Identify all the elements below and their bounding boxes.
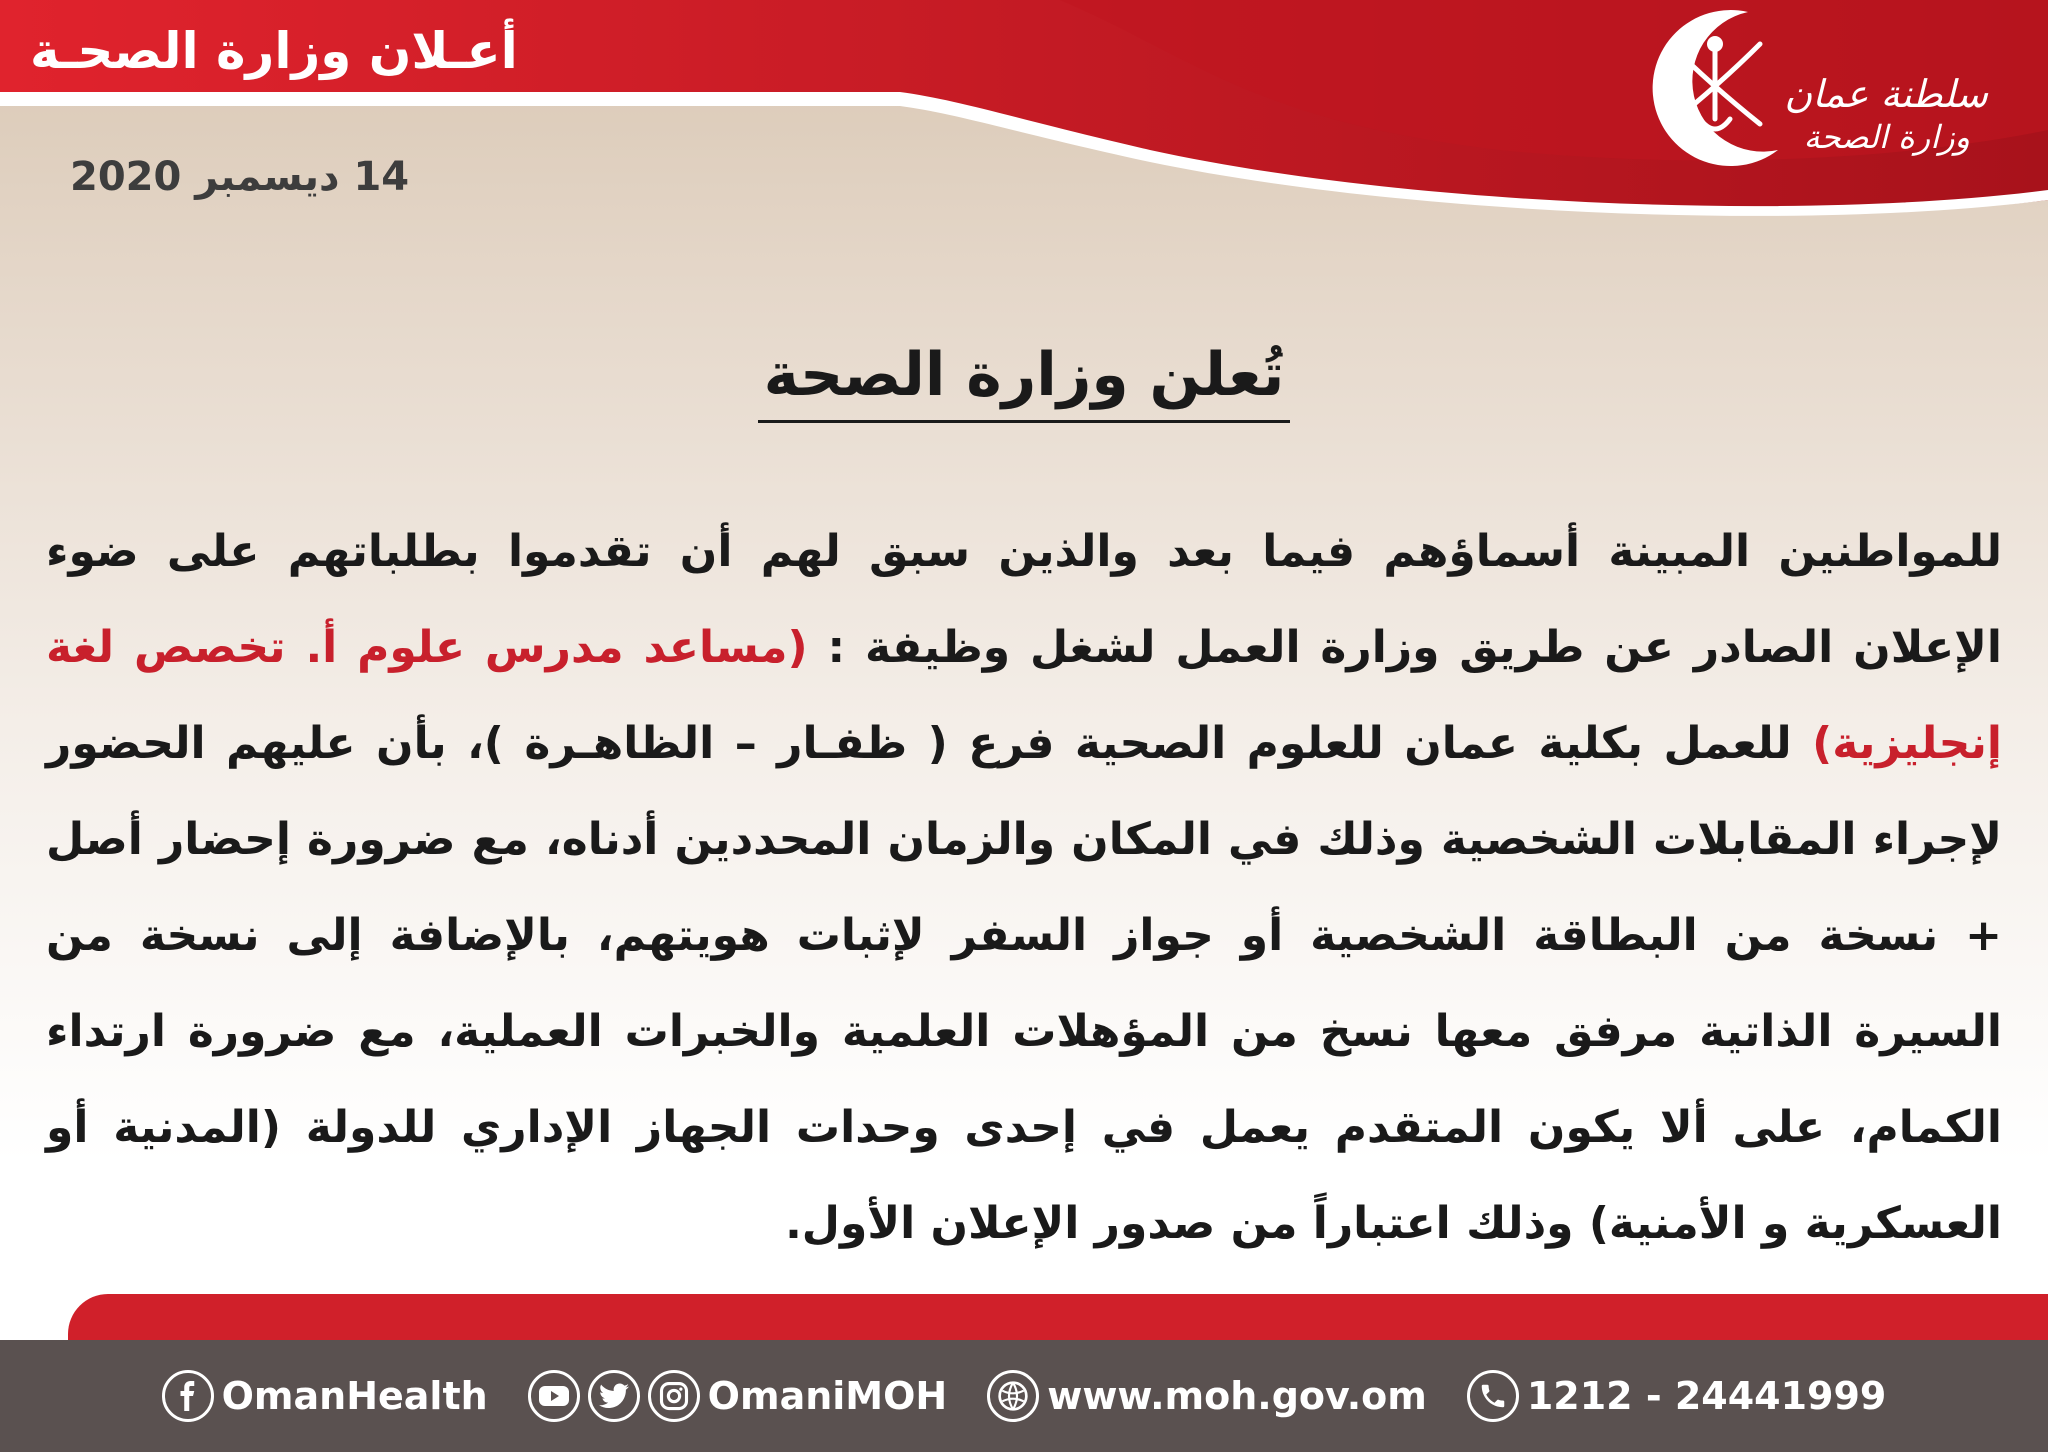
website-url: www.moh.gov.om — [1047, 1374, 1427, 1418]
website-link[interactable] — [987, 1370, 1427, 1422]
oman-emblem-icon — [1650, 24, 1780, 144]
announcement-body — [46, 504, 2002, 1272]
footer-bar — [0, 1340, 2048, 1452]
phone-link[interactable] — [1467, 1370, 1887, 1422]
phone-number: 1212 - 24441999 — [1526, 1374, 1887, 1418]
globe-icon — [987, 1370, 1039, 1422]
header-title: أعـلان وزارة الصحـة — [30, 22, 518, 80]
announcement-heading-wrap — [0, 340, 2048, 423]
instagram-icon — [648, 1370, 700, 1422]
facebook-icon — [162, 1370, 214, 1422]
facebook-link[interactable] — [162, 1370, 488, 1422]
social-handle: OmaniMOH — [707, 1374, 948, 1418]
announcement-date: 14 ديسمبر 2020 — [70, 154, 410, 200]
phone-icon — [1467, 1370, 1519, 1422]
social-links[interactable] — [528, 1370, 948, 1422]
footer-red-band — [68, 1294, 2048, 1342]
twitter-icon — [588, 1370, 640, 1422]
youtube-icon — [528, 1370, 580, 1422]
announcement-heading: تُعلن وزارة الصحة — [758, 340, 1291, 423]
job-title-highlight: (مساعد مدرس علوم أ. تخصص لغة إنجليزية) — [46, 622, 2002, 769]
body-part1: للمواطنين المبينة أسماؤهم فيما بعد والذين سبق لهم أن تقدموا بطلباتهم على ضوء الإعلان الصادر عن طريق وزارة العمل لشغل وظيفة : — [46, 526, 2003, 673]
body-part2: للعمل بكلية عمان للعلوم الصحية فرع ( ظفـار – الظاهـرة )، بأن عليهم الحضور لإجراء المقابلات الشخصية وذلك في المكان والزمان المحددين أدناه، مع ضرورة إحضار أصل + نسخة من البطاقة الشخصية أو جواز السفر لإثبات هويتهم، بالإضافة إلى نسخة من السيرة الذاتية مرفق معها نسخ من المؤهلات العلمية والخبرات العملية، مع ضرورة ارتداء الكمام، على ألا يكون المتقدم يعمل في إحدى وحدات الجهاز الإداري للدولة (المدنية أو العسكرية و الأمنية) وذلك اعتباراً من صدور الإعلان الأول. — [46, 718, 2002, 1249]
logo-text-ministry: وزارة الصحة — [1803, 118, 1970, 156]
facebook-handle: OmanHealth — [221, 1374, 488, 1418]
logo-text-sultanate: سلطنة عمان — [1784, 72, 1988, 116]
